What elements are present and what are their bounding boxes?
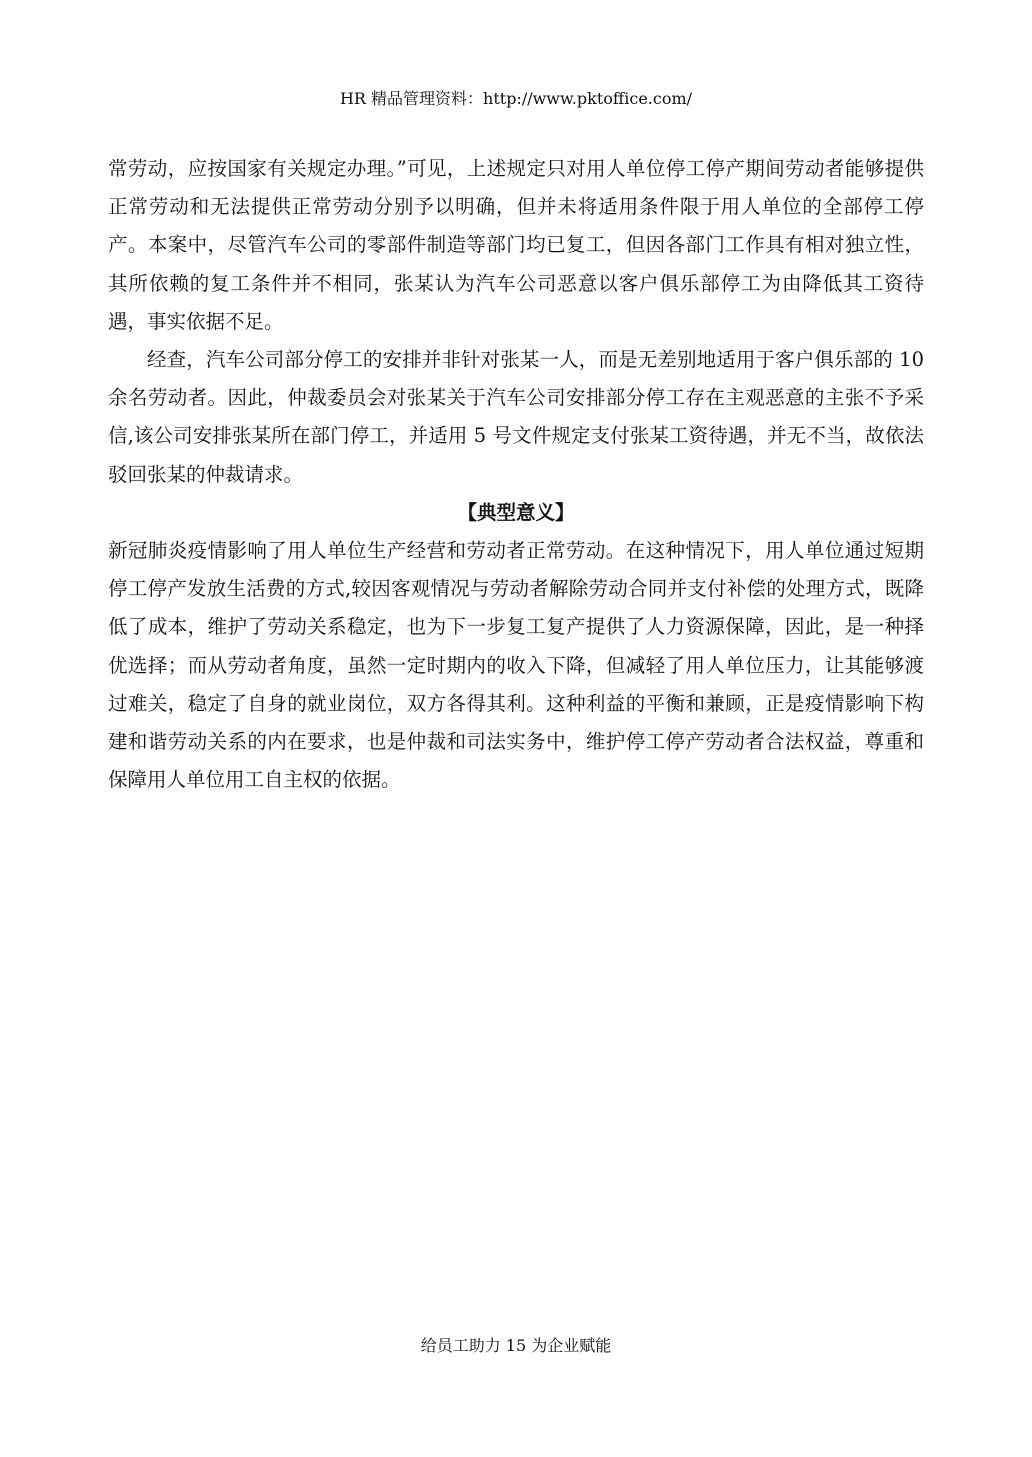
section-title: 【典型意义】 <box>457 500 575 524</box>
page-footer: 给员工助力 15 为企业赋能 <box>420 1336 612 1355</box>
body-paragraph: 经查，汽车公司部分停工的安排并非针对张某一人，而是无差别地适用于客户俱乐部的 10 余名劳动者。因此，仲裁委员会对张某关于汽车公司安排部分停工存在主观恶意的主张不予采信,该公司安排张某所在部门停工，并适用 5 号文件规定支付张某工资待遇，并无不当，故依法驳回张某的仲裁请求。 <box>108 348 924 486</box>
page-header: HR 精品管理资料：http://www.pktoffice.com/ <box>339 89 693 108</box>
document-body <box>108 150 924 799</box>
significance-paragraph: 新冠肺炎疫情影响了用人单位生产经营和劳动者正常劳动。在这种情况下，用人单位通过短期停工停产发放生活费的方式,较因客观情况与劳动者解除劳动合同并支付补偿的处理方式，既降低了成本，维护了劳动关系稳定，也为下一步复工复产提供了人力资源保障，因此，是一种择优选择；而从劳动者角度，虽然一定时期内的收入下降，但减轻了用人单位压力，让其能够渡过难关，稳定了自身的就业岗位，双方各得其利。这种利益的平衡和兼顾，正是疫情影响下构建和谐劳动关系的内在要求，也是仲裁和司法实务中，维护停工停产劳动者合法权益，尊重和保障用人单位用工自主权的依据。 <box>108 539 924 792</box>
body-paragraph: 常劳动，应按国家有关规定办理。”可见，上述规定只对用人单位停工停产期间劳动者能够提供正常劳动和无法提供正常劳动分别予以明确，但并未将适用条件限于用人单位的全部停工停产。本案中，尽管汽车公司的零部件制造等部门均已复工，但因各部门工作具有相对独立性，其所依赖的复工条件并不相同，张某认为汽车公司恶意以客户俱乐部停工为由降低其工资待遇，事实依据不足。 <box>108 157 924 333</box>
